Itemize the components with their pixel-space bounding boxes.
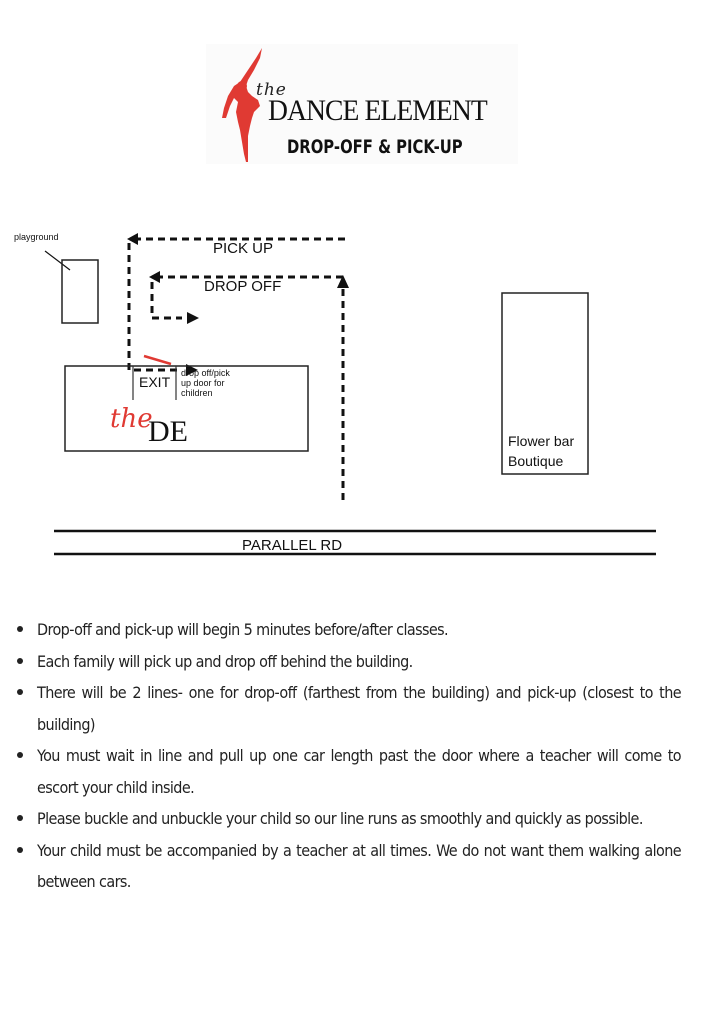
- pickup-route: [129, 239, 345, 370]
- flower-bar-label: Flower bar Boutique: [508, 433, 575, 469]
- bullet-icon: [17, 752, 23, 758]
- door-label: drop off/pick up door for children: [181, 368, 230, 398]
- bullet-icon: [17, 847, 23, 853]
- dropoff-arrow-left-icon: [149, 271, 160, 283]
- list-item: Your child must be accompanied by a teacher at all times. We do not want them walking alone between cars.: [0, 835, 724, 898]
- door-marker: [144, 356, 171, 364]
- list-item: Each family will pick up and drop off behind the building.: [0, 646, 724, 678]
- dropoff-label: DROP OFF: [204, 278, 282, 295]
- dropoff-arrow-right-icon: [187, 312, 199, 324]
- parking-map: [0, 220, 724, 570]
- list-item: There will be 2 lines- one for drop-off (farthest from the building) and pick-up (closest to the building): [0, 677, 724, 740]
- pickup-label: PICK UP: [213, 240, 274, 257]
- rules-list: [0, 614, 724, 898]
- bullet-icon: [17, 658, 23, 664]
- list-item: Drop-off and pick-up will begin 5 minutes before/after classes.: [0, 614, 724, 646]
- brand-name: DANCE ELEMENT: [268, 94, 487, 127]
- list-item: You must wait in line and pull up one car length past the door where a teacher will come to escort your child inside.: [0, 740, 724, 803]
- road-label: PARALLEL RD: [242, 537, 343, 554]
- bullet-icon: [17, 815, 23, 821]
- brand-prefix: the: [256, 80, 287, 100]
- building-logo-script: the: [110, 404, 153, 434]
- dancer-silhouette-icon: [218, 46, 268, 164]
- playground-box: [62, 260, 98, 323]
- playground-label: playground: [14, 232, 59, 242]
- page-title: DROP-OFF & PICK-UP: [287, 136, 463, 158]
- bullet-icon: [17, 626, 23, 632]
- exit-label: EXIT: [139, 374, 171, 390]
- list-item: Please buckle and unbuckle your child so our line runs as smoothly and quickly as possible.: [0, 803, 724, 835]
- building-logo-initials: DE: [148, 415, 188, 448]
- bullet-icon: [17, 689, 23, 695]
